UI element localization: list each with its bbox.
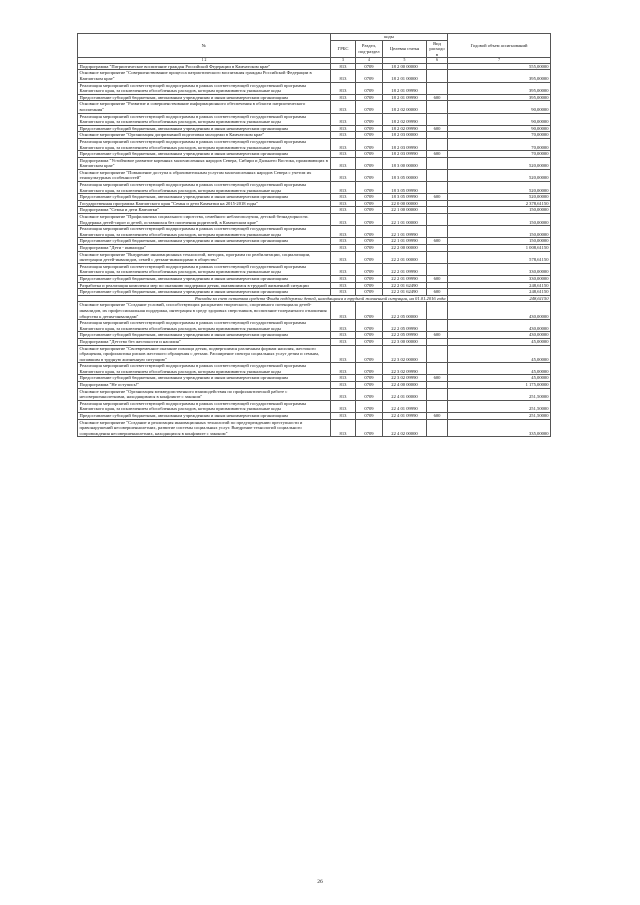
kind-cell xyxy=(427,200,448,207)
amount-cell: 2 378,61150 xyxy=(448,200,551,207)
amount-cell: 395,00000 xyxy=(448,94,551,101)
section-cell: 0709 xyxy=(356,238,383,245)
grbs-cell: 813 xyxy=(331,63,356,70)
grbs-cell: 813 xyxy=(331,194,356,201)
item-name: Основное мероприятие "Создание и реализация инновационных технологий по предупреждению преступности и правонарушений несовершеннолетних, развитие системы социальных услуг. Внедрение технологий социального сопровождения несовершеннолетних, находящихся в конфликте с законом" xyxy=(78,419,331,437)
amount-cell: 520,00000 xyxy=(448,157,551,169)
amount-cell: 248,61150 xyxy=(448,282,551,289)
amount-cell: 395,00000 xyxy=(448,82,551,94)
amount-cell: 430,00000 xyxy=(448,302,551,320)
section-cell: 0709 xyxy=(356,338,383,345)
target-cell: 22 1 01 09990 xyxy=(383,226,427,238)
target-cell: 22 2 01 09990 xyxy=(383,275,427,282)
table-row xyxy=(78,82,551,94)
item-name: Разработка и реализация комплекса мер по оказанию поддержки детям, оказавшимся в трудной жизненной ситуации xyxy=(78,282,331,289)
table-row xyxy=(78,138,551,150)
target-cell: 22 3 02 00000 xyxy=(383,345,427,363)
grbs-cell: 813 xyxy=(331,345,356,363)
grbs-cell: 813 xyxy=(331,132,356,139)
kind-cell xyxy=(427,157,448,169)
grbs-cell: 813 xyxy=(331,375,356,382)
kind-cell xyxy=(427,263,448,275)
section-cell: 0709 xyxy=(356,413,383,420)
column-index-cell: 7 xyxy=(448,58,551,63)
table-row xyxy=(78,282,551,289)
target-cell: 22 2 01 62490 xyxy=(383,282,427,289)
item-name: Предоставление субсидий бюджетным, автономным учреждениям и иным некоммерческим организациям xyxy=(78,238,331,245)
column-index-cell: 6 xyxy=(427,58,448,63)
target-cell: 18 3 05 00000 xyxy=(383,169,427,181)
amount-cell: 70,00000 xyxy=(448,138,551,150)
grbs-cell: 813 xyxy=(331,113,356,125)
item-name: Подпрограмма "Устойчивое развитие коренных малочисленных народов Севера, Сибири и Дальнего Востока, проживающих в Камчатском крае" xyxy=(78,157,331,169)
kind-cell: 600 xyxy=(427,94,448,101)
item-name: Реализация мероприятий соответствующей подпрограммы в рамках соответствующей государственной программы Камчатского края, за исключением обособленных расходов, которым присваиваются уникальные коды xyxy=(78,138,331,150)
grbs-cell: 813 xyxy=(331,289,356,296)
table-row xyxy=(78,245,551,252)
amount-cell: 248,61150 xyxy=(448,295,551,302)
target-cell: 18 2 02 09990 xyxy=(383,125,427,132)
table-row xyxy=(78,226,551,238)
kind-cell xyxy=(427,82,448,94)
item-name: Предоставление субсидий бюджетным, автономным учреждениям и иным некоммерческим организациям xyxy=(78,375,331,382)
grbs-cell: 813 xyxy=(331,338,356,345)
section-cell: 0709 xyxy=(356,113,383,125)
table-row xyxy=(78,289,551,296)
kind-cell xyxy=(427,338,448,345)
amount-cell: 520,00000 xyxy=(448,194,551,201)
item-name: Реализация мероприятий соответствующей подпрограммы в рамках соответствующей государственной программы Камчатского края, за исключением обособленных расходов, которым присваиваются уникальные коды xyxy=(78,363,331,375)
amount-cell: 150,00000 xyxy=(448,238,551,245)
amount-cell: 251,50000 xyxy=(448,388,551,400)
target-cell: 22 4 01 09990 xyxy=(383,400,427,412)
amount-cell: 45,00000 xyxy=(448,345,551,363)
kind-cell xyxy=(427,345,448,363)
grbs-cell: 813 xyxy=(331,200,356,207)
kind-cell xyxy=(427,138,448,150)
item-name: Реализация мероприятий соответствующей подпрограммы в рамках соответствующей государственной программы Камчатского края, за исключением обособленных расходов, которым присваиваются уникальные коды xyxy=(78,226,331,238)
table-row xyxy=(78,157,551,169)
kind-cell xyxy=(427,182,448,194)
section-cell: 0709 xyxy=(356,289,383,296)
table-row xyxy=(78,132,551,139)
target-cell: 22 2 05 00000 xyxy=(383,302,427,320)
table-row xyxy=(78,363,551,375)
grbs-cell: 813 xyxy=(331,82,356,94)
table-row xyxy=(78,200,551,207)
table-row xyxy=(78,182,551,194)
item-name: Реализация мероприятий соответствующей подпрограммы в рамках соответствующей государственной программы Камчатского края, за исключением обособленных расходов, которым присваиваются уникальные коды xyxy=(78,113,331,125)
table-row xyxy=(78,63,551,70)
table-row xyxy=(78,263,551,275)
grbs-cell: 813 xyxy=(331,157,356,169)
section-cell: 0709 xyxy=(356,138,383,150)
item-name: Подпрограмма "Дети - инвалиды" xyxy=(78,245,331,252)
item-name: Предоставление субсидий бюджетным, автономным учреждениям и иным некоммерческим организациям xyxy=(78,289,331,296)
amount-cell: 150,00000 xyxy=(448,226,551,238)
amount-cell: 90,00000 xyxy=(448,101,551,113)
grbs-cell: 813 xyxy=(331,320,356,332)
target-cell: 22 3 02 09990 xyxy=(383,363,427,375)
kind-cell: 600 xyxy=(427,194,448,201)
target-cell: 22 2 05 09990 xyxy=(383,332,427,339)
item-name: Основное мероприятие "Профилактика социального сиротства, семейного неблагополучия, детской безнадзорности. Поддержка детей-сирот и детей, оставшихся без попечения родителей, в Камчатском крае" xyxy=(78,214,331,226)
grbs-cell: 813 xyxy=(331,282,356,289)
section-cell: 0709 xyxy=(356,382,383,389)
kind-cell xyxy=(427,419,448,437)
table-row xyxy=(78,375,551,382)
amount-cell: 520,00000 xyxy=(448,169,551,181)
table-row xyxy=(78,101,551,113)
amount-cell: 70,00000 xyxy=(448,132,551,139)
grbs-cell: 813 xyxy=(331,332,356,339)
kind-cell xyxy=(427,400,448,412)
grbs-cell: 813 xyxy=(331,419,356,437)
target-cell: 22 2 01 09990 xyxy=(383,263,427,275)
kind-cell xyxy=(427,302,448,320)
column-index-cell: 1 2 xyxy=(78,58,331,63)
amount-cell: 90,00000 xyxy=(448,125,551,132)
section-cell: 0709 xyxy=(356,169,383,181)
target-cell: 18 2 00 00000 xyxy=(383,63,427,70)
kind-cell: 600 xyxy=(427,375,448,382)
header-target: Целевая статья xyxy=(383,40,427,58)
section-cell: 0709 xyxy=(356,132,383,139)
amount-cell: 330,00000 xyxy=(448,275,551,282)
section-cell: 0709 xyxy=(356,226,383,238)
table-row xyxy=(78,70,551,82)
amount-cell: 45,00000 xyxy=(448,375,551,382)
grbs-cell: 813 xyxy=(331,101,356,113)
table-row xyxy=(78,207,551,214)
amount-cell: 150,00000 xyxy=(448,207,551,214)
note-text: Расходы за счет остатков средств Фонда поддержки детей, находящихся в трудной жизненной ситуации, на 01.01.2016 года xyxy=(78,295,448,302)
item-name: Предоставление субсидий бюджетным, автономным учреждениям и иным некоммерческим организациям xyxy=(78,94,331,101)
grbs-cell: 813 xyxy=(331,245,356,252)
target-cell: 22 4 00 00000 xyxy=(383,382,427,389)
table-row xyxy=(78,320,551,332)
kind-cell xyxy=(427,214,448,226)
table-row xyxy=(78,382,551,389)
grbs-cell: 813 xyxy=(331,263,356,275)
kind-cell: 600 xyxy=(427,413,448,420)
target-cell: 22 4 01 00000 xyxy=(383,388,427,400)
section-cell: 0709 xyxy=(356,419,383,437)
table-row xyxy=(78,151,551,158)
section-cell: 0709 xyxy=(356,63,383,70)
amount-cell: 45,00000 xyxy=(448,338,551,345)
table-row xyxy=(78,338,551,345)
table-row xyxy=(78,302,551,320)
target-cell: 18 2 02 09990 xyxy=(383,113,427,125)
section-cell: 0709 xyxy=(356,400,383,412)
kind-cell xyxy=(427,113,448,125)
section-cell: 0709 xyxy=(356,82,383,94)
target-cell: 18 2 03 09990 xyxy=(383,151,427,158)
header-kind: Вид расходов xyxy=(427,40,448,58)
table-row xyxy=(78,125,551,132)
item-name: Подпрограмма "Детство без жестокости и насилия" xyxy=(78,338,331,345)
kind-cell xyxy=(427,101,448,113)
grbs-cell: 813 xyxy=(331,382,356,389)
section-cell: 0709 xyxy=(356,251,383,263)
target-cell: 18 3 05 09990 xyxy=(383,182,427,194)
grbs-cell: 813 xyxy=(331,413,356,420)
item-name: Предоставление субсидий бюджетным, автономным учреждениям и иным некоммерческим организациям xyxy=(78,413,331,420)
target-cell: 22 2 05 09990 xyxy=(383,320,427,332)
table-row xyxy=(78,214,551,226)
grbs-cell: 813 xyxy=(331,182,356,194)
grbs-cell: 813 xyxy=(331,302,356,320)
section-cell: 0709 xyxy=(356,125,383,132)
target-cell: 18 2 02 00000 xyxy=(383,101,427,113)
section-cell: 0709 xyxy=(356,70,383,82)
kind-cell xyxy=(427,70,448,82)
target-cell: 18 2 03 00000 xyxy=(383,132,427,139)
amount-cell: 578,61150 xyxy=(448,251,551,263)
item-name: Подпрограмма "Не оступись!" xyxy=(78,382,331,389)
target-cell: 18 2 01 09990 xyxy=(383,94,427,101)
target-cell: 22 2 00 00000 xyxy=(383,245,427,252)
item-name: Реализация мероприятий соответствующей подпрограммы в рамках соответствующей государственной программы Камчатского края, за исключением обособленных расходов, которым присваиваются уникальные коды xyxy=(78,320,331,332)
grbs-cell: 813 xyxy=(331,400,356,412)
section-cell: 0709 xyxy=(356,151,383,158)
budget-table xyxy=(77,33,551,437)
amount-cell: 1 175,00000 xyxy=(448,382,551,389)
grbs-cell: 813 xyxy=(331,363,356,375)
section-cell: 0709 xyxy=(356,282,383,289)
grbs-cell: 813 xyxy=(331,226,356,238)
target-cell: 22 2 01 62490 xyxy=(383,289,427,296)
target-cell: 22 0 00 00000 xyxy=(383,200,427,207)
kind-cell xyxy=(427,63,448,70)
header-codes: коды xyxy=(331,34,448,41)
kind-cell: 600 xyxy=(427,151,448,158)
grbs-cell: 813 xyxy=(331,251,356,263)
table-body xyxy=(78,58,551,437)
target-cell: 18 2 03 09990 xyxy=(383,138,427,150)
amount-cell: 251,50000 xyxy=(448,400,551,412)
table-row xyxy=(78,345,551,363)
kind-cell xyxy=(427,388,448,400)
note-row xyxy=(78,295,551,302)
amount-cell: 45,00000 xyxy=(448,363,551,375)
table-header xyxy=(78,34,551,58)
section-cell: 0709 xyxy=(356,157,383,169)
item-name: Подпрограмма "Семья и дети Камчатки" xyxy=(78,207,331,214)
item-name: Реализация мероприятий соответствующей подпрограммы в рамках соответствующей государственной программы Камчатского края, за исключением обособленных расходов, которым присваиваются уникальные коды xyxy=(78,400,331,412)
kind-cell xyxy=(427,226,448,238)
item-name: Реализация мероприятий соответствующей подпрограммы в рамках соответствующей государственной программы Камчатского края, за исключением обособленных расходов, которым присваиваются уникальные коды xyxy=(78,263,331,275)
section-cell: 0709 xyxy=(356,194,383,201)
amount-cell: 330,00000 xyxy=(448,263,551,275)
target-cell: 22 2 01 00000 xyxy=(383,251,427,263)
target-cell: 18 2 01 00000 xyxy=(383,70,427,82)
target-cell: 22 3 02 09990 xyxy=(383,375,427,382)
kind-cell xyxy=(427,169,448,181)
grbs-cell: 813 xyxy=(331,169,356,181)
target-cell: 18 3 05 09990 xyxy=(383,194,427,201)
kind-cell xyxy=(427,132,448,139)
kind-cell xyxy=(427,282,448,289)
section-cell: 0709 xyxy=(356,263,383,275)
amount-cell: 251,50000 xyxy=(448,413,551,420)
amount-cell: 520,00000 xyxy=(448,182,551,194)
grbs-cell: 813 xyxy=(331,207,356,214)
item-name: Предоставление субсидий бюджетным, автономным учреждениям и иным некоммерческим организациям xyxy=(78,332,331,339)
section-cell: 0709 xyxy=(356,375,383,382)
header-volume: Годовой объем ассигнований xyxy=(448,34,551,58)
table-row xyxy=(78,194,551,201)
section-cell: 0709 xyxy=(356,200,383,207)
item-name: Предоставление субсидий бюджетным, автономным учреждениям и иным некоммерческим организациям xyxy=(78,194,331,201)
item-name: Основное мероприятие "Внедрение инновационных технологий, методик, программ по реабилитации, социализации, интеграции детей-инвалидов, семей с детьми-инвалидами в общество" xyxy=(78,251,331,263)
kind-cell xyxy=(427,320,448,332)
item-name: Основное мероприятие "Организация межведомственного взаимодействия по профилактической работе с несовершеннолетними, находящимися в конфликте с законом" xyxy=(78,388,331,400)
target-cell: 22 4 01 09990 xyxy=(383,413,427,420)
kind-cell xyxy=(427,245,448,252)
target-cell: 18 3 00 00000 xyxy=(383,157,427,169)
table-row xyxy=(78,413,551,420)
table-row xyxy=(78,113,551,125)
item-name: Основное мероприятие "Повышение доступа к образовательным услугам малочисленных народов Севера с учетом их этнокультурных особенностей" xyxy=(78,169,331,181)
grbs-cell: 813 xyxy=(331,70,356,82)
target-cell: 22 1 01 09990 xyxy=(383,238,427,245)
grbs-cell: 813 xyxy=(331,388,356,400)
target-cell: 22 1 00 00000 xyxy=(383,207,427,214)
kind-cell: 600 xyxy=(427,289,448,296)
section-cell: 0709 xyxy=(356,388,383,400)
budget-table-sheet xyxy=(77,33,550,437)
grbs-cell: 813 xyxy=(331,214,356,226)
column-index-cell: 4 xyxy=(356,58,383,63)
table-row xyxy=(78,251,551,263)
header-grbs: ГРБС xyxy=(331,40,356,58)
item-name: Реализация мероприятий соответствующей подпрограммы в рамках соответствующей государственной программы Камчатского края, за исключением обособленных расходов, которым присваиваются уникальные коды xyxy=(78,82,331,94)
item-name: Подпрограмма "Патриотическое воспитание граждан Российской Федерации в Камчатском крае" xyxy=(78,63,331,70)
page-number: 26 xyxy=(317,879,323,885)
section-cell: 0709 xyxy=(356,363,383,375)
column-index-cell: 5 xyxy=(383,58,427,63)
item-name: Предоставление субсидий бюджетным, автономным учреждениям и иным некоммерческим организациям xyxy=(78,151,331,158)
item-name: Основное мероприятие "Развитие и совершенствование информационного обеспечения в области патриотического воспитания" xyxy=(78,101,331,113)
kind-cell: 600 xyxy=(427,125,448,132)
section-cell: 0709 xyxy=(356,101,383,113)
section-cell: 0709 xyxy=(356,207,383,214)
target-cell: 22 3 00 00000 xyxy=(383,338,427,345)
table-row xyxy=(78,94,551,101)
target-cell: 18 2 01 09990 xyxy=(383,82,427,94)
kind-cell xyxy=(427,363,448,375)
section-cell: 0709 xyxy=(356,182,383,194)
column-index-cell: 3 xyxy=(331,58,356,63)
table-row xyxy=(78,275,551,282)
section-cell: 0709 xyxy=(356,302,383,320)
section-cell: 0709 xyxy=(356,214,383,226)
section-cell: 0709 xyxy=(356,245,383,252)
item-name: Реализация мероприятий соответствующей подпрограммы в рамках соответствующей государственной программы Камчатского края, за исключением обособленных расходов, которым присваиваются уникальные коды xyxy=(78,182,331,194)
header-no: № xyxy=(78,34,331,58)
kind-cell xyxy=(427,382,448,389)
grbs-cell: 813 xyxy=(331,94,356,101)
grbs-cell: 813 xyxy=(331,275,356,282)
item-name: Основное мероприятие "Создание условий, способствующих раскрытию творческого, спортивного потенциала детей-инвалидов, их профессиональная поддержка, интеграция в среду здоровых сверстников, воспитание толерантного отношения общества к детям-инвалидам" xyxy=(78,302,331,320)
target-cell: 22 4 02 00000 xyxy=(383,419,427,437)
grbs-cell: 813 xyxy=(331,238,356,245)
item-name: Предоставление субсидий бюджетным, автономным учреждениям и иным некоммерческим организациям xyxy=(78,125,331,132)
kind-cell: 600 xyxy=(427,332,448,339)
table-row xyxy=(78,238,551,245)
section-cell: 0709 xyxy=(356,320,383,332)
kind-cell xyxy=(427,207,448,214)
amount-cell: 1 008,61150 xyxy=(448,245,551,252)
table-row xyxy=(78,169,551,181)
amount-cell: 248,61150 xyxy=(448,289,551,296)
header-section: Раздел, под-раздел xyxy=(356,40,383,58)
amount-cell: 555,00000 xyxy=(448,63,551,70)
table-row xyxy=(78,388,551,400)
grbs-cell: 813 xyxy=(331,125,356,132)
amount-cell: 335,00000 xyxy=(448,419,551,437)
item-name: Государственная программа Камчатского края "Семья и дети Камчатки на 2015-2018 годы" xyxy=(78,200,331,207)
amount-cell: 395,00000 xyxy=(448,70,551,82)
section-cell: 0709 xyxy=(356,332,383,339)
item-name: Основное мероприятие "Совершенствование процесса патриотического воспитания граждан Российской Федерации в Камчатском крае" xyxy=(78,70,331,82)
amount-cell: 430,00000 xyxy=(448,332,551,339)
table-row xyxy=(78,332,551,339)
kind-cell: 600 xyxy=(427,238,448,245)
amount-cell: 150,00000 xyxy=(448,214,551,226)
item-name: Предоставление субсидий бюджетным, автономным учреждениям и иным некоммерческим организациям xyxy=(78,275,331,282)
item-name: Основное мероприятие "Своевременное оказание помощи детям, подвергшимся различным формам насилия, жестокого обращения, профилактика рисков жестокого обращения с детьми. Расширение спектра социальных услуг детям и семьям, попавшим в трудную жизненную ситуацию" xyxy=(78,345,331,363)
kind-cell xyxy=(427,251,448,263)
table-row xyxy=(78,400,551,412)
target-cell: 22 1 01 00000 xyxy=(383,214,427,226)
grbs-cell: 813 xyxy=(331,138,356,150)
section-cell: 0709 xyxy=(356,345,383,363)
amount-cell: 70,00000 xyxy=(448,151,551,158)
kind-cell: 600 xyxy=(427,275,448,282)
item-name: Основное мероприятие "Организация допризывной подготовки молодежи в Камчатском крае" xyxy=(78,132,331,139)
table-row xyxy=(78,419,551,437)
section-cell: 0709 xyxy=(356,94,383,101)
amount-cell: 90,00000 xyxy=(448,113,551,125)
grbs-cell: 813 xyxy=(331,151,356,158)
amount-cell: 430,00000 xyxy=(448,320,551,332)
section-cell: 0709 xyxy=(356,275,383,282)
